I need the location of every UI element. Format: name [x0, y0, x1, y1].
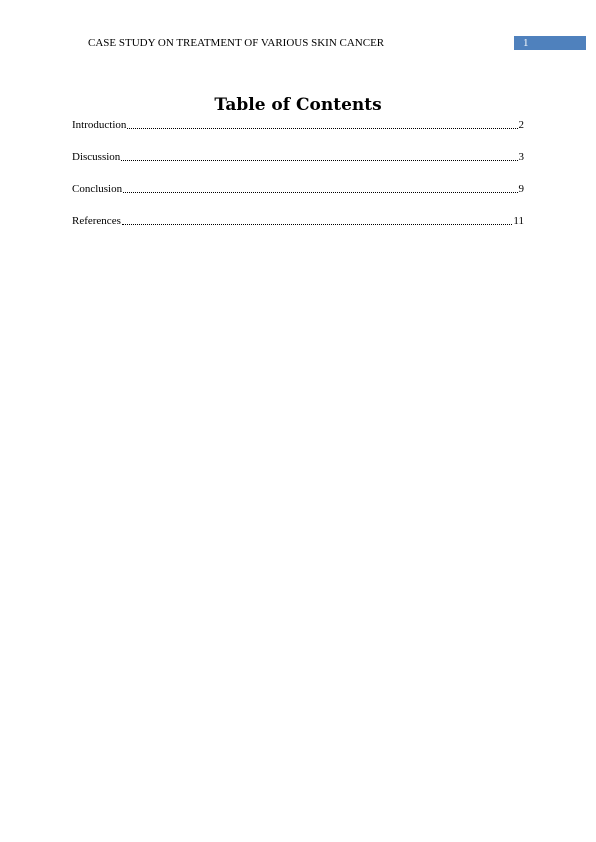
toc-entry-references[interactable] [72, 212, 524, 228]
toc-heading: Table of Contents [214, 95, 382, 115]
toc-entry-label: References [72, 215, 121, 227]
toc-entry-conclusion[interactable] [72, 180, 524, 196]
toc-entry-page: 9 [518, 183, 524, 195]
running-header-title: CASE STUDY ON TREATMENT OF VARIOUS SKIN CANCER [88, 37, 385, 49]
toc-entry-page: 2 [518, 119, 524, 131]
toc-dot-leader [123, 192, 517, 193]
page-number-box [514, 36, 586, 50]
toc-dot-leader [127, 128, 517, 129]
toc-entry-page: 3 [518, 151, 524, 163]
toc-entry-label: Discussion [72, 151, 121, 163]
table-of-contents [72, 116, 524, 244]
toc-entry-discussion[interactable] [72, 148, 524, 164]
page-number: 1 [523, 37, 529, 49]
toc-entry-label: Introduction [72, 119, 127, 131]
toc-entry-page: 11 [513, 215, 524, 227]
toc-entry-introduction[interactable] [72, 116, 524, 132]
page-header [0, 36, 596, 52]
toc-dot-leader [121, 160, 517, 161]
toc-dot-leader [122, 224, 513, 225]
toc-entry-label: Conclusion [72, 183, 123, 195]
